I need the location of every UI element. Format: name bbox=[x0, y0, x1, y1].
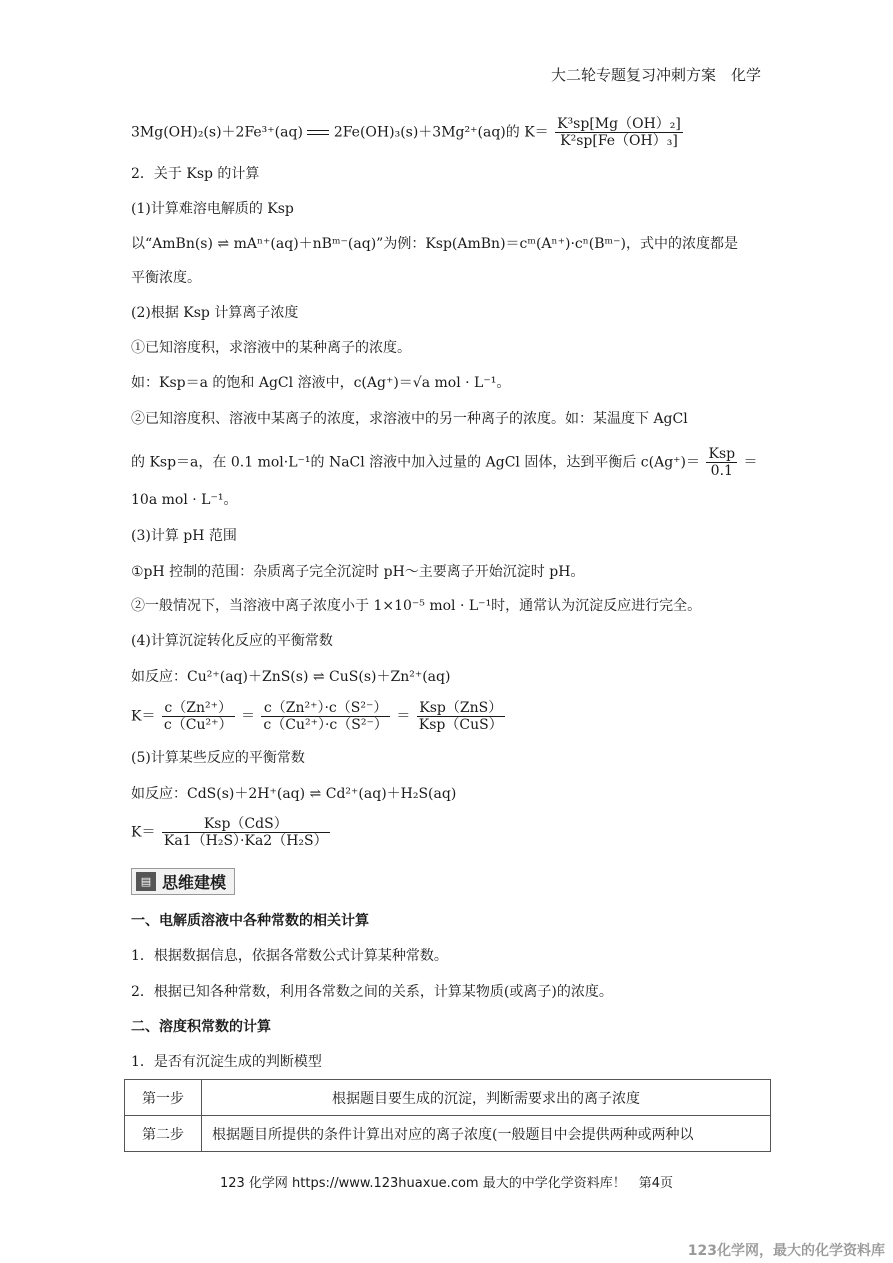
para-2a: ①已知溶度积，求溶液中的某种离子的浓度。 bbox=[131, 340, 411, 356]
watermark: 123化学网，最大的化学资料库 bbox=[687, 1243, 885, 1259]
para-p1: 1．根据数据信息，依据各常数公式计算某种常数。 bbox=[131, 948, 448, 964]
k5-fraction bbox=[162, 816, 330, 849]
heading-2: 二、溶度积常数的计算 bbox=[131, 1019, 271, 1035]
k-expression-5 bbox=[131, 816, 332, 849]
para-1b: 平衡浓度。 bbox=[131, 270, 201, 286]
k4-fraction-1 bbox=[162, 700, 235, 733]
para-p3: 1．是否有沉淀生成的判断模型 bbox=[131, 1054, 322, 1070]
para-1a: 以“AmBn(s) ⇌ mAⁿ⁺(aq)＋nBᵐ⁻(aq)”为例：Ksp(AmBn)＝cᵐ(Aⁿ⁺)·cⁿ(Bᵐ⁻)，式中的浓度都是 bbox=[131, 236, 738, 252]
sub-3: (3)计算 pH 范围 bbox=[131, 528, 237, 544]
k4-fraction-3 bbox=[417, 700, 505, 733]
book-icon: ▤ bbox=[136, 872, 156, 891]
equals: ＝ bbox=[396, 708, 411, 725]
para-2d-numerator: Ksp bbox=[708, 446, 736, 462]
sub-4: (4)计算沉淀转化反应的平衡常数 bbox=[131, 633, 333, 649]
para-2d bbox=[131, 446, 758, 479]
para-3b: ②一般情况下，当溶液中离子浓度小于 1×10⁻⁵ mol · L⁻¹时，通常认为沉淀反应进行完全。 bbox=[131, 598, 702, 614]
equals: ＝ bbox=[240, 708, 255, 725]
para-2d-text: 的 Ksp＝a，在 0.1 mol·L⁻¹的 NaCl 溶液中加入过量的 AgCl 固体，达到平衡后 c(Ag⁺)＝ bbox=[131, 454, 701, 471]
section-ksp-calc: 2．关于 Ksp 的计算 bbox=[131, 166, 260, 182]
heading-1: 一、电解质溶液中各种常数的相关计算 bbox=[131, 913, 369, 929]
eq1-denominator: K²sp[Fe（OH）₃] bbox=[560, 133, 678, 149]
eq1-fraction bbox=[555, 116, 683, 149]
k4-f1-den: c（Cu²⁺） bbox=[163, 717, 233, 733]
table-cell-text: 根据题目要生成的沉淀，判断需要求出的离子浓度 bbox=[202, 1080, 771, 1116]
k4-f2-den: c（Cu²⁺）·c（S²⁻） bbox=[263, 717, 388, 733]
para-2d-tail: ＝ bbox=[743, 454, 758, 471]
sub-5: (5)计算某些反应的平衡常数 bbox=[131, 750, 305, 766]
sub-2: (2)根据 Ksp 计算离子浓度 bbox=[131, 305, 299, 321]
para-2b: 如：Ksp＝a 的饱和 AgCl 溶液中，c(Ag⁺)＝√a mol · L⁻¹。 bbox=[131, 375, 511, 391]
table-cell-step: 第二步 bbox=[125, 1116, 202, 1152]
eq1-numerator: K³sp[Mg（OH）₂] bbox=[557, 116, 681, 132]
k4-f3-num: Ksp（ZnS） bbox=[417, 700, 505, 717]
running-header: 大二轮专题复习冲刺方案 化学 bbox=[550, 66, 761, 84]
k4-f3-den: Ksp（CuS） bbox=[418, 717, 503, 733]
eq1-lhs: 3Mg(OH)₂(s)＋2Fe³⁺(aq) bbox=[131, 124, 303, 141]
k4-fraction-2 bbox=[261, 700, 389, 733]
k5-den: Ka1（H₂S）·Ka2（H₂S） bbox=[163, 833, 328, 849]
para-2d-fraction bbox=[706, 446, 737, 479]
table-row bbox=[125, 1116, 771, 1152]
para-2e: 10a mol · L⁻¹。 bbox=[131, 492, 238, 508]
para-2c: ②已知溶度积、溶液中某离子的浓度，求溶液中的另一种离子的浓度。如：某温度下 AgCl bbox=[131, 411, 688, 427]
equation-mg-fe bbox=[131, 116, 685, 149]
para-5a: 如反应：CdS(s)＋2H⁺(aq) ⇌ Cd²⁺(aq)＋H₂S(aq) bbox=[131, 786, 457, 802]
equals-sign bbox=[307, 128, 329, 138]
section-badge bbox=[131, 868, 235, 895]
k-expression-4 bbox=[131, 700, 507, 733]
sub-1: (1)计算难溶电解质的 Ksp bbox=[131, 201, 294, 217]
para-p2: 2．根据已知各种常数，利用各常数之间的关系，计算某物质(或离子)的浓度。 bbox=[131, 984, 613, 1000]
k-label: K＝ bbox=[131, 708, 156, 725]
k-label: K＝ bbox=[131, 824, 156, 841]
eq1-rhs: 2Fe(OH)₃(s)＋3Mg²⁺(aq)的 K＝ bbox=[333, 124, 549, 141]
table-cell-text: 根据题目所提供的条件计算出对应的离子浓度(一般题目中会提供两种或两种以 bbox=[202, 1116, 771, 1152]
table-row bbox=[125, 1080, 771, 1116]
k5-num: Ksp（CdS） bbox=[162, 816, 330, 833]
page-footer: 123 化学网 https://www.123huaxue.com 最大的中学化学资料库！ 第4页 bbox=[219, 1176, 673, 1191]
table-cell-step: 第一步 bbox=[125, 1080, 202, 1116]
para-4a: 如反应：Cu²⁺(aq)＋ZnS(s) ⇌ CuS(s)＋Zn²⁺(aq) bbox=[131, 669, 451, 685]
para-2d-denominator: 0.1 bbox=[710, 463, 733, 479]
badge-label: 思维建模 bbox=[162, 873, 227, 892]
k4-f2-num: c（Zn²⁺）·c（S²⁻） bbox=[261, 700, 389, 717]
para-3a: ①pH 控制的范围：杂质离子完全沉淀时 pH～主要离子开始沉淀时 pH。 bbox=[131, 564, 585, 580]
k4-f1-num: c（Zn²⁺） bbox=[162, 700, 235, 717]
steps-table bbox=[124, 1079, 771, 1152]
